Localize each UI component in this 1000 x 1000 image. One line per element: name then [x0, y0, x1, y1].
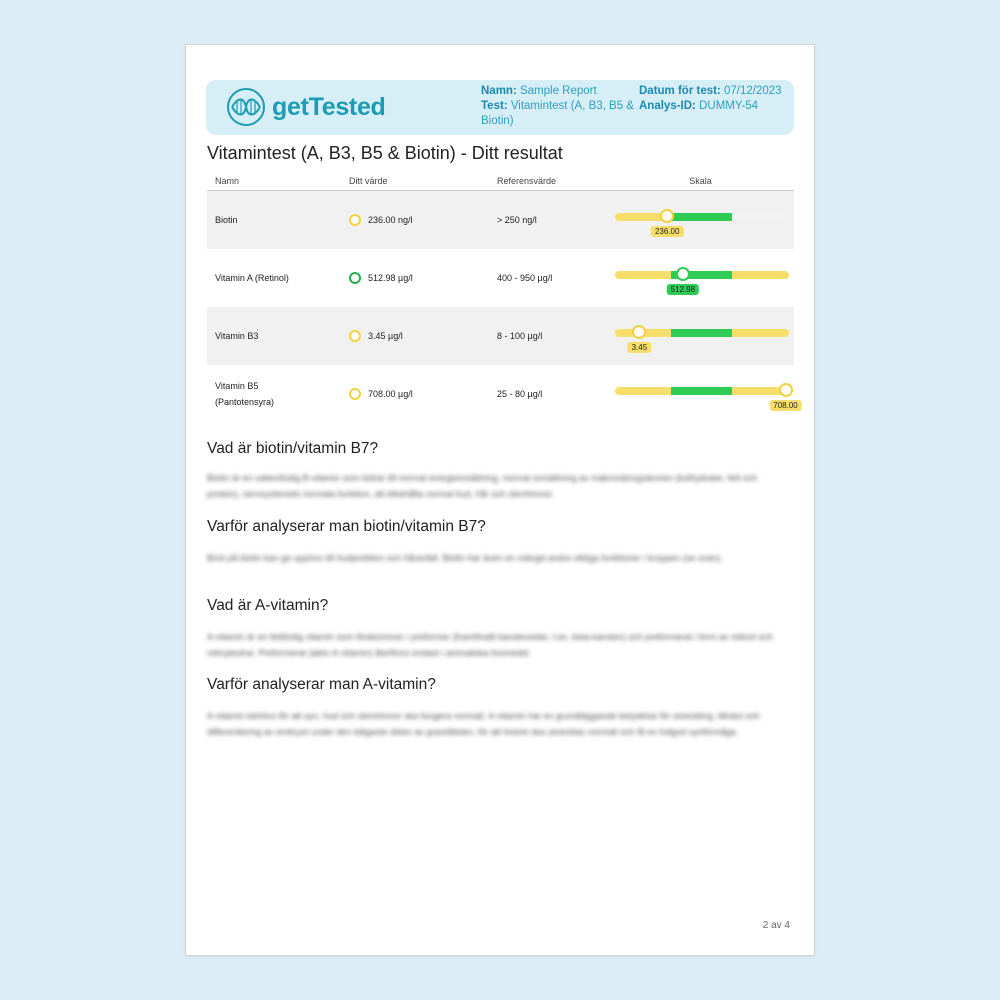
row-scale-cell [607, 191, 794, 250]
page-number: 2 av 4 [762, 920, 790, 931]
row-name-cell [207, 307, 341, 365]
row-name: Biotin [215, 215, 238, 225]
row-name-cell [207, 249, 341, 307]
row-name: Vitamin B3 [215, 331, 259, 341]
row-scale-cell [607, 365, 798, 423]
scale-segment-high [732, 329, 789, 337]
scale-marker [779, 383, 793, 397]
date-label: Datum för test: [639, 85, 721, 97]
row-value-cell [341, 307, 489, 365]
scale-bar [615, 263, 789, 293]
row-reference: 8 - 100 µg/l [489, 307, 607, 365]
section-heading-biotin: Vad är biotin/vitamin B7? [207, 440, 379, 457]
table-row [207, 191, 794, 250]
table-row [207, 365, 794, 423]
row-value-cell [341, 191, 489, 250]
status-dot-icon [349, 214, 361, 226]
scale-segment-low [615, 271, 671, 279]
gettested-logo [226, 87, 386, 127]
section-text-vitamin-a-why: A-vitamin behövs för att syn, hud och slemhinnor ska fungera normalt. A-vitamin har en grundläggande betydelse för utveckling, tillväxt och differentiering av embryot under den tidigaste delen av graviditeten, för att fostret ska utvecklas normalt och få en fullgod synförmåga. [207, 711, 760, 737]
scale-value-badge: 236.00 [651, 226, 683, 237]
table-row [207, 307, 794, 365]
header-name: Namn [207, 172, 341, 191]
row-value: 512.98 µg/l [368, 273, 413, 283]
scale-bar [615, 205, 789, 235]
results-body [207, 191, 798, 424]
scale-value-badge: 708.00 [769, 400, 801, 411]
row-value-cell [341, 365, 489, 423]
row-reference: > 250 ng/l [489, 191, 607, 250]
scale-segment-normal [671, 329, 732, 337]
table-header-row [207, 172, 794, 191]
scale-bar [615, 379, 798, 410]
analysis-label: Analys-ID: [639, 100, 696, 112]
header-meta-right [639, 84, 799, 114]
test-value-cont: Biotin) [481, 115, 514, 127]
section-heading-biotin-why: Varför analyserar man biotin/vitamin B7? [207, 518, 486, 535]
scale-segment-low [615, 387, 671, 395]
scale-bar [615, 321, 789, 351]
row-value: 3.45 µg/l [368, 331, 403, 341]
status-dot-icon [349, 388, 361, 400]
scale-segment-normal [671, 387, 732, 395]
row-reference: 25 - 80 µg/l [497, 389, 543, 399]
row-reference: 400 - 950 µg/l [497, 273, 553, 283]
date-value: 07/12/2023 [723, 85, 782, 97]
header-value: Ditt värde [341, 172, 489, 191]
scale-segment-high [732, 213, 789, 221]
scale-marker [676, 267, 690, 281]
table-row [207, 249, 794, 307]
row-value: 236.00 ng/l [368, 215, 413, 225]
scale-value-badge: 512.98 [667, 284, 699, 295]
header-meta-left [481, 84, 641, 129]
results-table [207, 172, 798, 423]
section-heading-vitamin-a-why: Varför analyserar man A-vitamin? [207, 676, 436, 693]
row-value: 708.00 µg/l [368, 389, 413, 399]
status-dot-icon [349, 330, 361, 342]
row-name-cell [207, 365, 341, 423]
row-scale-cell [607, 307, 794, 365]
analysis-value: DUMMY-54 [699, 100, 759, 112]
row-value-cell [341, 249, 489, 307]
scale-value-badge: 3.45 [628, 342, 652, 353]
report-header [206, 80, 794, 135]
row-scale-cell [607, 249, 794, 307]
report-page [186, 45, 814, 955]
scale-segment-normal [671, 213, 732, 221]
row-name-cell [207, 191, 341, 250]
scale-segment-high [732, 271, 789, 279]
test-label: Test: [481, 100, 508, 112]
page-title: Vitamintest (A, B3, B5 & Biotin) - Ditt resultat [207, 143, 563, 163]
status-dot-icon [349, 272, 361, 284]
section-text-biotin-why: Brist på biotin kan ge upphov till hudproblem och håravfall. Biotin har även en mängd andra viktiga funktioner i kroppen (se ovan). [207, 553, 723, 563]
header-scale: Skala [607, 172, 794, 191]
header-reference: Referensvärde [489, 172, 607, 191]
row-name-sub: (Pantotensyra) [215, 397, 275, 407]
row-name: Vitamin B5 [215, 381, 259, 391]
dna-helix-icon [226, 87, 266, 127]
test-value: Vitamintest (A, B3, B5 & [510, 100, 634, 112]
section-heading-vitamin-a: Vad är A-vitamin? [207, 597, 329, 614]
name-value: Sample Report [519, 85, 597, 97]
section-text-vitamin-a: A-vitamin är en fettlöslig vitamin som förekommer i preformer (framförallt karotenoider, t.ex. beta-karoten) och preformerat i form av retinol och retinylestrar. Preformerat (aktiv A-vitamin) återfinns endast i animaliska livsmedel. [207, 632, 773, 658]
section-text-biotin: Biotin är en vattenlöslig B-vitamin som bidrar till normal energiomsättning, normal omsättning av makronäringsämnen (kolhydrater, fett och protein), nervsystemets normala funktion, att bibehålla normal hud, hår och slemhinnor. [207, 473, 758, 499]
logo-text: getTested [272, 92, 386, 121]
row-name: Vitamin A (Retinol) [215, 273, 289, 283]
name-label: Namn: [481, 85, 517, 97]
